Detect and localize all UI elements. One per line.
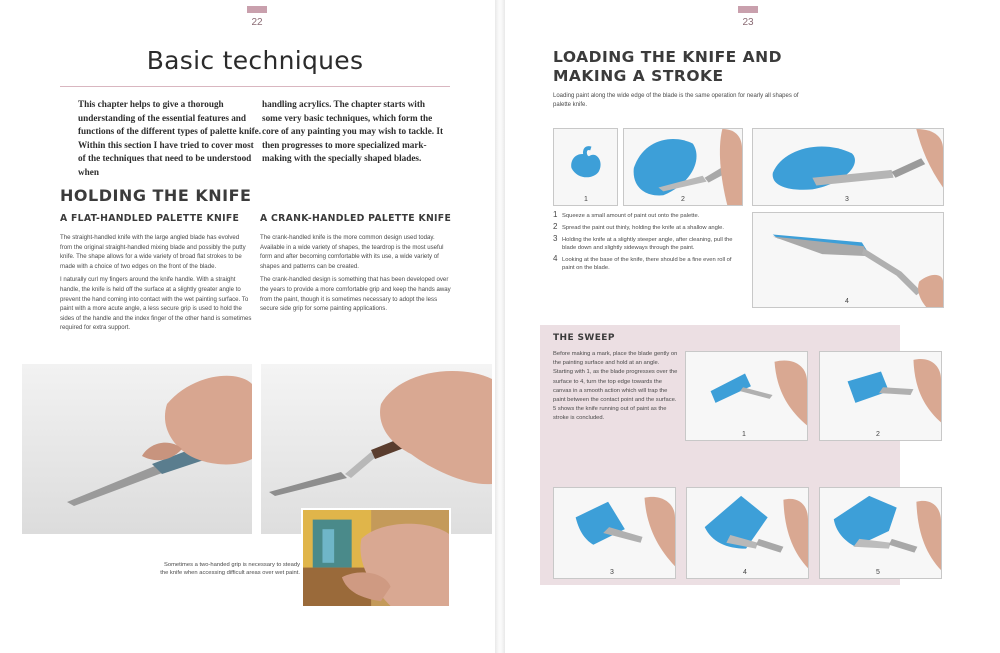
sweep-number-4: 4 bbox=[743, 569, 747, 576]
heading-line-1: LOADING THE KNIFE AND bbox=[553, 48, 782, 66]
page-number-right: 23 bbox=[738, 6, 758, 28]
step-item bbox=[553, 256, 743, 272]
loading-intro: Loading paint along the wide edge of the blade is the same operation for nearly all shapes of palette knife. bbox=[553, 93, 799, 108]
sweep-photo-2 bbox=[819, 351, 942, 441]
sweep-number-5: 5 bbox=[876, 569, 880, 576]
step-number: 3 bbox=[553, 234, 558, 243]
sweep-number-3: 3 bbox=[610, 569, 614, 576]
photo-number-3: 3 bbox=[845, 196, 849, 203]
sweep-number-1: 1 bbox=[742, 431, 746, 438]
heading-line-2: MAKING A STROKE bbox=[553, 67, 724, 85]
loading-photo-2 bbox=[623, 128, 743, 206]
step-number: 1 bbox=[553, 210, 558, 219]
flat-paragraph-1: The straight-handled knife with the large angled blade has evolved from the original straight-handled mixing blade and possibly the putty knife. The shape allows for a wide variety of broad flat strokes to be made with a choice of two edges on the front of the blade. bbox=[60, 234, 246, 270]
step-text: Holding the knife at a slightly steeper angle, after cleaning, pull the blade down and slightly sideways through the paint. bbox=[562, 237, 733, 251]
loading-photo-1 bbox=[553, 128, 618, 206]
sweep-number-2: 2 bbox=[876, 431, 880, 438]
sweep-photo-1 bbox=[685, 351, 808, 441]
left-page bbox=[0, 0, 495, 653]
title-rule bbox=[60, 86, 450, 87]
flat-paragraph-2: I naturally curl my fingers around the knife handle. With a straight handle, the knife is held off the surface at a slightly greater angle to prevent the hand coming into contact with the wet painting surface. To paint with a more acute angle, a less secure grip is used to hold the sides of the handle and the index finger of the other hand is sometimes required for extra support. bbox=[60, 276, 252, 332]
photo-flat-handled-grip bbox=[22, 364, 252, 534]
sweep-title: THE SWEEP bbox=[553, 333, 615, 343]
photo-number-1: 1 bbox=[584, 196, 588, 203]
page-title: Basic techniques bbox=[146, 46, 364, 75]
step-text: Squeeze a small amount of paint out onto the palette. bbox=[562, 213, 700, 219]
crank-handled-text bbox=[260, 233, 452, 318]
step-item bbox=[553, 236, 743, 252]
page-number-left: 22 bbox=[247, 6, 267, 28]
loading-photo-4 bbox=[752, 212, 944, 308]
step-item bbox=[553, 224, 743, 232]
flat-handled-text bbox=[60, 233, 252, 337]
loading-photo-3 bbox=[752, 128, 944, 206]
intro-column-2: handling acrylics. The chapter starts with some very basic techniques, which form the core of any painting you may wish to tackle. It then progresses to more specialized mark-making with the specially shaped blades. bbox=[262, 99, 444, 164]
step-number: 4 bbox=[553, 254, 558, 263]
step-text: Spread the paint out thinly, holding the knife at a shallow angle. bbox=[562, 225, 724, 231]
section-heading-holding: HOLDING THE KNIFE bbox=[60, 186, 252, 205]
book-gutter bbox=[495, 0, 505, 653]
subheading-flat-handled: A FLAT-HANDLED PALETTE KNIFE bbox=[60, 213, 240, 224]
subheading-crank-handled: A CRANK-HANDLED PALETTE KNIFE bbox=[260, 213, 452, 224]
heading-loading-knife bbox=[553, 48, 813, 86]
sweep-photo-4 bbox=[686, 487, 809, 579]
photo-caption: Sometimes a two-handed grip is necessary to steady the knife when accessing difficult areas over wet paint. bbox=[160, 562, 300, 576]
photo-number-2: 2 bbox=[681, 196, 685, 203]
intro-column-1: This chapter helps to give a thorough understanding of the essential features and functions of the different types of palette knife. Within this section I have tried to cover most of the techniques that need to be understood when bbox=[78, 99, 262, 177]
sweep-text: Before making a mark, place the blade gently on the painting surface and hold at an angle. Starting with 1, as the blade progresses over the surface to 4, turn the top edge towards the canvas in a smooth action which will trap the paint between the contact point and the surface. 5 shows the knife running out of paint as the stroke is concluded. bbox=[553, 351, 678, 422]
step-text: Looking at the base of the knife, there should be a fine even roll of paint on the blade. bbox=[562, 257, 732, 271]
step-number: 2 bbox=[553, 222, 558, 231]
photo-two-handed-grip bbox=[301, 508, 451, 608]
sweep-photo-5 bbox=[819, 487, 942, 579]
crank-paragraph-1: The crank-handled knife is the more common design used today. Available in a wide variety of shapes, the teardrop is the most useful form and after becoming comfortable with its use, a wide variety of shapes and patterns can be created. bbox=[260, 234, 444, 270]
right-page bbox=[505, 0, 1000, 653]
crank-paragraph-2: The crank-handled design is something that has been developed over the years to provide a more comfortable grip and keep the hands away from the paint, though it is sometimes necessary to adopt the less secure side grip for some painting applications. bbox=[260, 276, 451, 313]
sweep-photo-3 bbox=[553, 487, 676, 579]
photo-number-4: 4 bbox=[845, 298, 849, 305]
step-item bbox=[553, 212, 743, 220]
loading-steps bbox=[553, 212, 743, 276]
